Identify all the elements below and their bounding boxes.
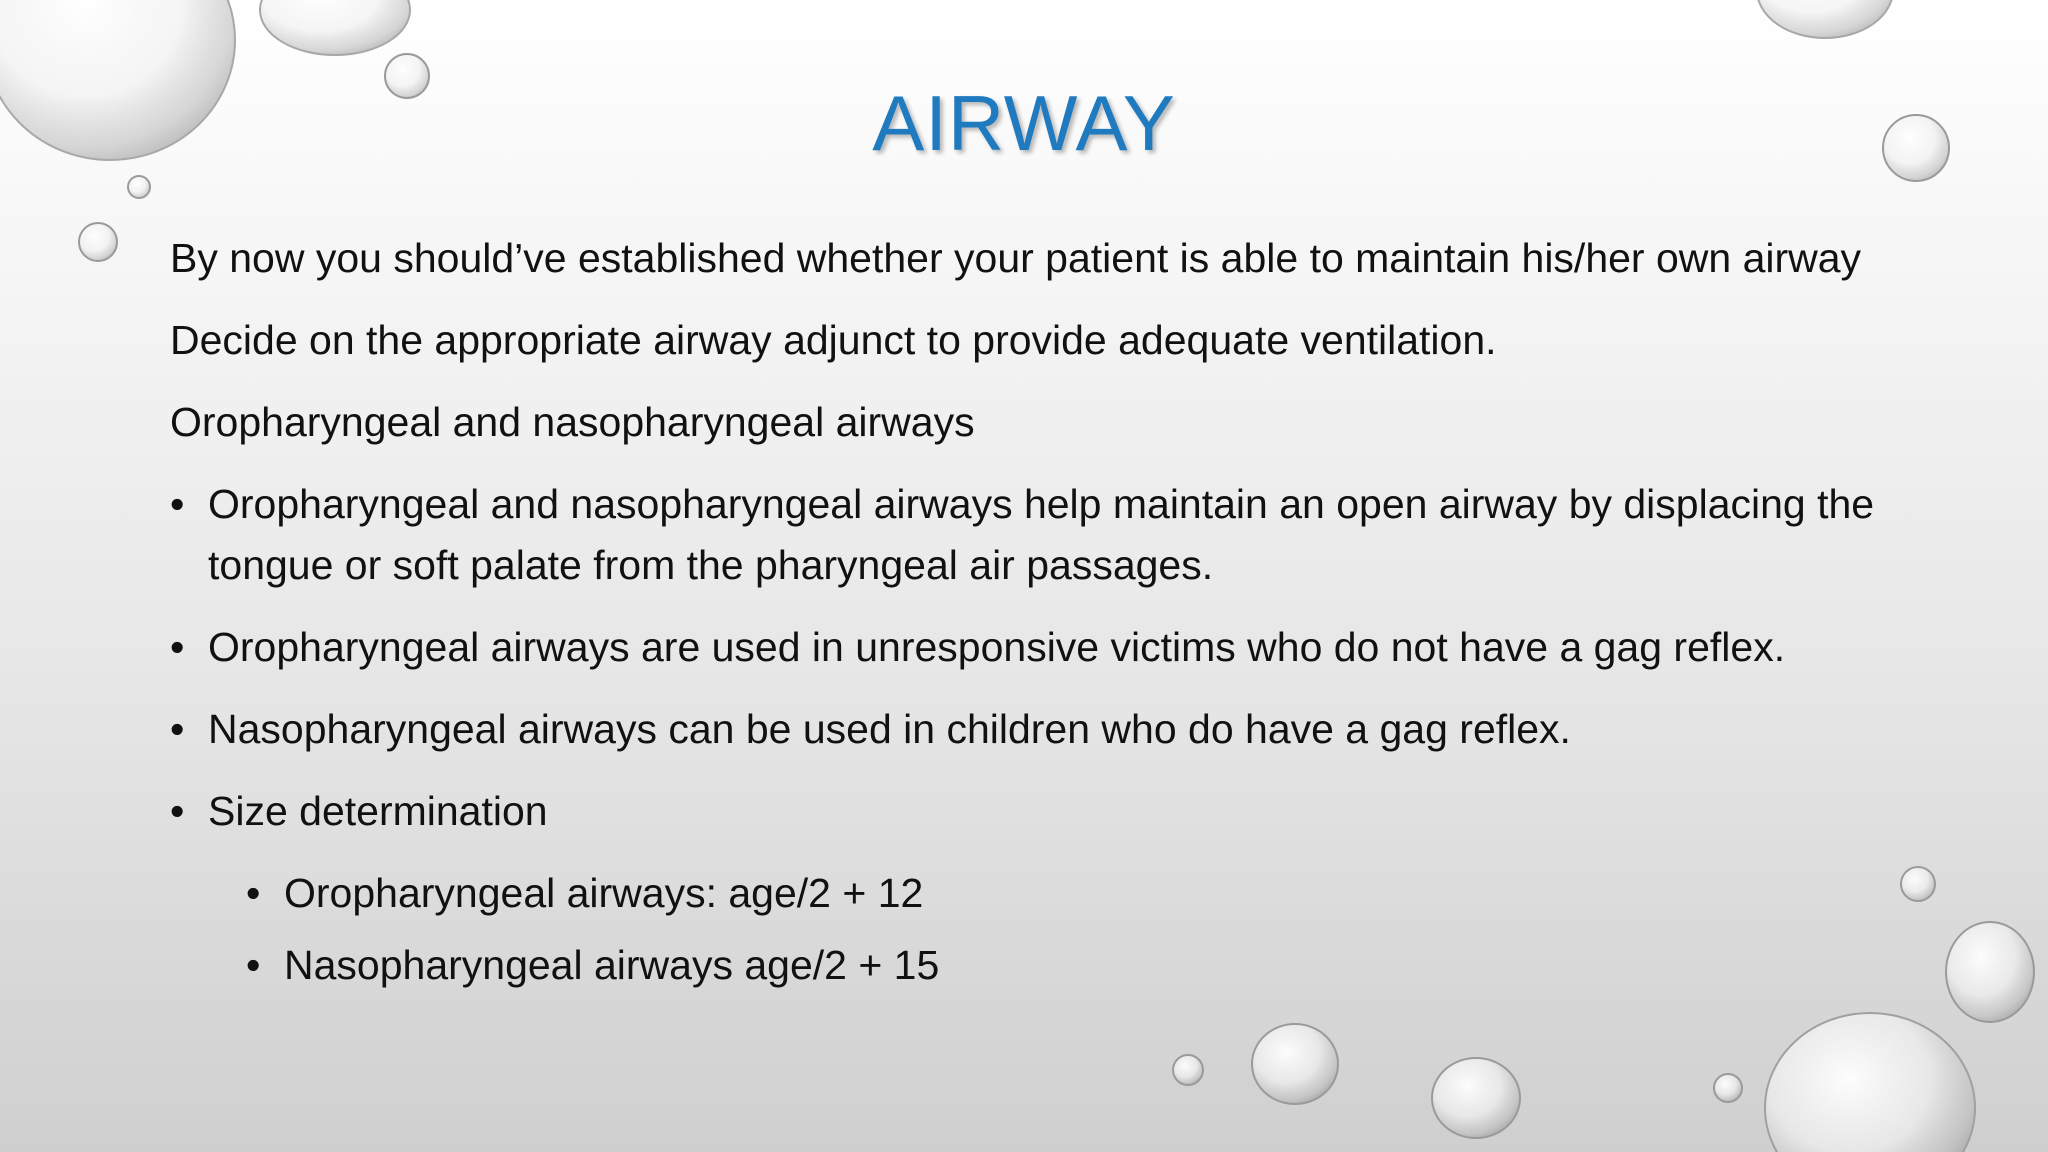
water-drop-bottom-4 <box>1173 1055 1203 1085</box>
sub-bullet-oropharyngeal-size: • Oropharyngeal airways: age/2 + 12 <box>170 863 1910 924</box>
water-drop-bottom-3 <box>1252 1024 1338 1104</box>
bullet-nasopharyngeal-use: • Nasopharyngeal airways can be used in children who do have a gag reflex. <box>170 699 1910 760</box>
water-drop-bottom-2 <box>1432 1058 1520 1138</box>
paragraph-airway-established: By now you should’ve established whether your patient is able to maintain his/her own airway <box>170 235 1862 281</box>
bullet-oropharyngeal-use: • Oropharyngeal airways are used in unresponsive victims who do not have a gag reflex. <box>170 617 1910 678</box>
water-drop-top-right <box>1757 0 1893 38</box>
sub-bullet-nasopharyngeal-size: • Nasopharyngeal airways age/2 + 15 <box>170 935 1910 996</box>
water-drop-small-3 <box>79 223 117 261</box>
slide-title: AIRWAY <box>872 79 1176 167</box>
water-drop-large-bottom-right <box>1765 1013 1975 1152</box>
water-drop-bottom-1 <box>1714 1074 1742 1102</box>
slide-body <box>170 228 1910 1007</box>
paragraph-airways-heading: Oropharyngeal and nasopharyngeal airways <box>170 399 975 445</box>
water-drop-small-2 <box>128 176 150 198</box>
paragraph-airway-adjunct: Decide on the appropriate airway adjunct to provide adequate ventilation. <box>170 317 1497 363</box>
bullet-size-determination: • Size determination <box>170 781 1910 842</box>
water-drop-top-left-2 <box>260 0 410 55</box>
water-drop-right-3 <box>1946 922 2034 1022</box>
bullet-open-airway: • Oropharyngeal and nasopharyngeal airways help maintain an open airway by displacing the tongue or soft palate from the pharyngeal air passages. <box>170 474 1910 596</box>
